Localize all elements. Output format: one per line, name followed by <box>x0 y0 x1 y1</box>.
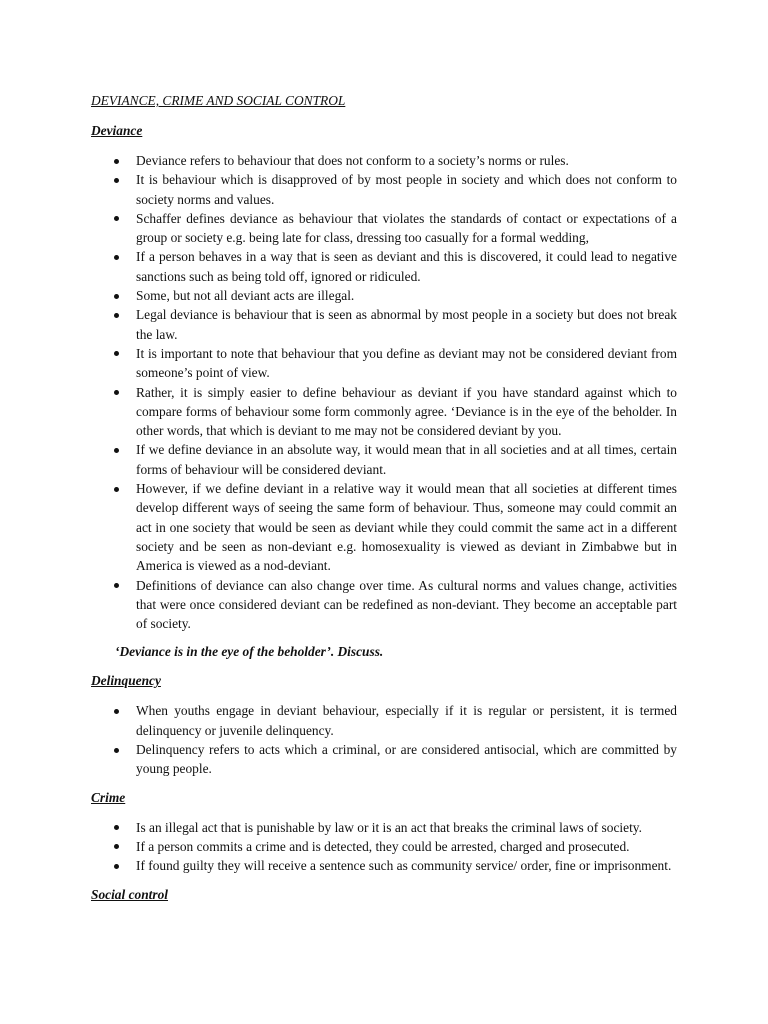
bullet-icon <box>114 825 119 830</box>
deviance-bullet-list <box>91 151 677 633</box>
list-item <box>91 837 677 856</box>
list-item <box>91 209 677 248</box>
bullet-icon <box>114 864 119 869</box>
list-item-text: Some, but not all deviant acts are illegal. <box>136 288 355 304</box>
bullet-icon <box>114 178 119 183</box>
bullet-icon <box>114 844 119 849</box>
list-item <box>91 856 677 875</box>
list-item <box>91 440 677 479</box>
bullet-icon <box>114 583 119 588</box>
list-item-text: Schaffer defines deviance as behaviour that violates the standards of contact or expectations of a group or society e.g. being late for class, dressing too casually for a formal wedding, <box>136 210 677 246</box>
list-item-text: If found guilty they will receive a sentence such as community service/ order, fine or imprisonment. <box>136 858 672 874</box>
list-item-text: Delinquency refers to acts which a criminal, or are considered antisocial, which are committed by young people. <box>136 742 677 777</box>
crime-heading: Crime <box>91 789 126 805</box>
bullet-icon <box>114 313 119 318</box>
document-title: DEVIANCE, CRIME AND SOCIAL CONTROL <box>91 93 346 108</box>
bullet-icon <box>114 448 119 453</box>
list-item-text: It is important to note that behaviour that you define as deviant may not be considered deviant from someone’s point of view. <box>136 345 677 381</box>
bullet-icon <box>114 351 119 356</box>
delinquency-heading: Delinquency <box>91 673 161 689</box>
document-content <box>91 91 677 905</box>
list-item <box>91 740 677 779</box>
discussion-prompt: ‘Deviance is in the eye of the beholder’. Discuss. <box>115 644 384 660</box>
list-item-text: Legal deviance is behaviour that is seen as abnormal by most people in a society but does not break the law. <box>136 307 677 342</box>
bullet-icon <box>114 748 119 753</box>
delinquency-bullet-list <box>91 701 677 778</box>
bullet-icon <box>114 216 119 221</box>
list-item-text: However, if we define deviant in a relative way it would mean that all societies at different times develop different ways of seeing the same form of behaviour. Thus, someone may could commit an act in one society that would be seen as deviant while they could commit the same act in a different society and be seen as non-deviant e.g. homosexuality is viewed as deviant in Zimbabwe but in America is viewed as a nod-deviant. <box>136 481 677 574</box>
list-item-text: Deviance refers to behaviour that does not conform to a society’s norms or rules. <box>136 153 569 168</box>
bullet-icon <box>114 255 119 260</box>
list-item <box>91 383 677 441</box>
social-control-heading: Social control <box>91 886 169 902</box>
list-item <box>91 479 677 575</box>
list-item-text: It is behaviour which is disapproved of by most people in society and which does not conform to society norms and values. <box>136 172 677 207</box>
bullet-icon <box>114 487 119 492</box>
list-item <box>91 286 677 305</box>
bullet-icon <box>114 709 119 714</box>
bullet-icon <box>114 294 119 299</box>
list-item-text: Definitions of deviance can also change over time. As cultural norms and values change, activities that were once considered deviant can be redefined as non-deviant. They become an acceptable part of society. <box>136 577 677 632</box>
list-item-text: Is an illegal act that is punishable by law or it is an act that breaks the criminal laws of society. <box>136 819 642 835</box>
bullet-icon <box>114 159 119 164</box>
crime-bullet-list <box>91 818 677 876</box>
deviance-heading: Deviance <box>91 123 143 138</box>
list-item <box>91 151 677 170</box>
list-item-text: If a person behaves in a way that is seen as deviant and this is discovered, it could lead to negative sanctions such as being told off, ignored or ridiculed. <box>136 249 677 284</box>
list-item-text: If we define deviance in an absolute way, it would mean that in all societies and at all times, certain forms of behaviour will be considered deviant. <box>136 442 677 477</box>
list-item <box>91 170 677 209</box>
bullet-icon <box>114 390 119 395</box>
list-item <box>91 344 677 383</box>
list-item <box>91 818 677 837</box>
list-item-text: Rather, it is simply easier to define behaviour as deviant if you have standard against which to compare forms of behaviour some form commonly agree. ‘Deviance is in the eye of the beholder. In other words, that which is deviant to me may not be considered deviant by you. <box>136 384 677 439</box>
list-item <box>91 701 677 740</box>
list-item-text: If a person commits a crime and is detected, they could be arrested, charged and prosecuted. <box>136 838 630 854</box>
list-item <box>91 305 677 344</box>
list-item <box>91 576 677 634</box>
list-item <box>91 247 677 286</box>
list-item-text: When youths engage in deviant behaviour, especially if it is regular or persistent, it is termed delinquency or juvenile delinquency. <box>136 703 677 738</box>
